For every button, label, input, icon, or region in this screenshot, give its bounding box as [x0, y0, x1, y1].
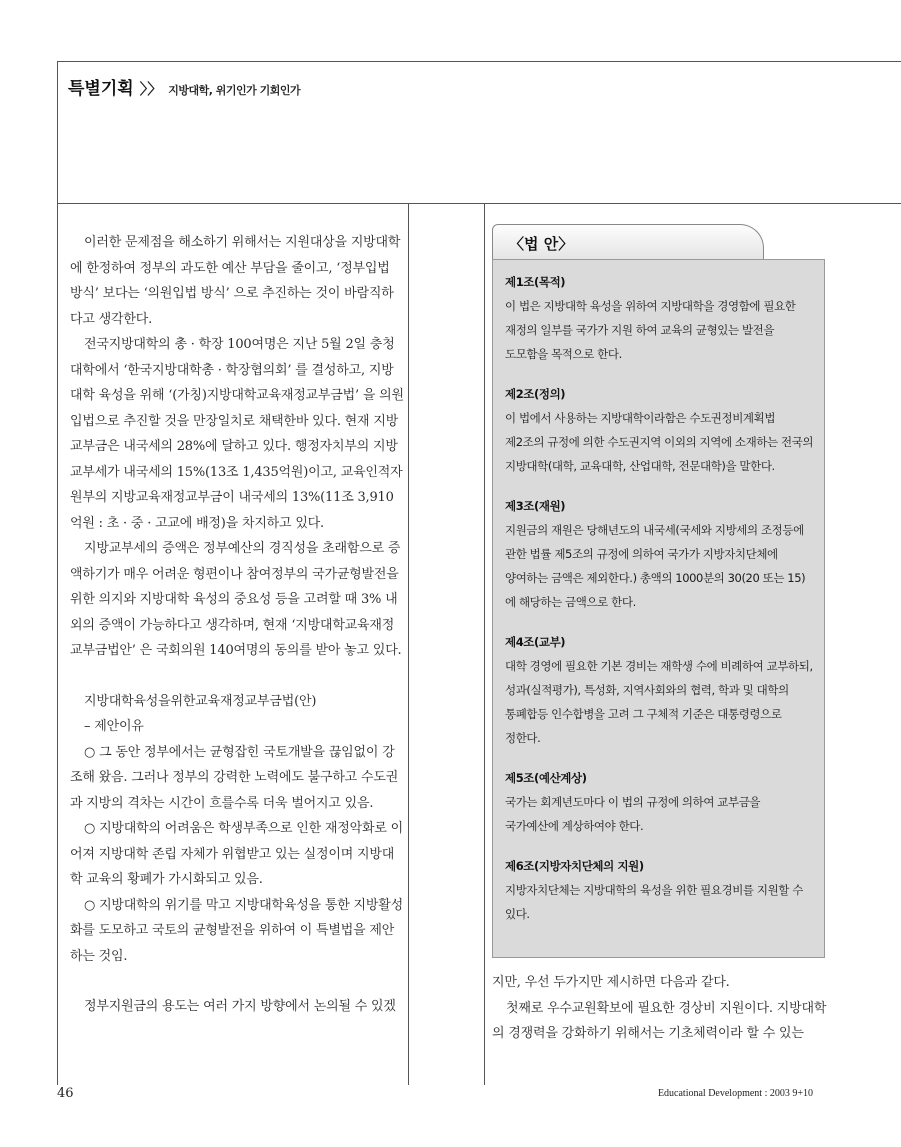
law-article — [505, 498, 814, 614]
article-body: 이 법에서 사용하는 지방대학이라함은 수도권정비계획법 제2조의 규정에 의한 수도권지역 이외의 지역에 소재하는 전국의 지방대학(대학, 교육대학, 산업대학, 전문대학)을 말한다. — [505, 411, 814, 473]
bullet-item: ○ 지방대학의 어려움은 학생부족으로 인한 재정악화로 이어져 지방대학 존립 자체가 위협받고 있는 실정이며 지방대학 교육의 황폐가 가시화되고 있음. — [70, 821, 403, 887]
right-column-text — [492, 970, 828, 1047]
page-left-rule — [57, 203, 58, 1085]
top-rule — [57, 61, 901, 62]
article-heading: 제2조(정의) — [505, 387, 566, 401]
page-number: 46 — [57, 1086, 74, 1101]
bullet-item: ○ 지방대학의 위기를 막고 지방대학육성을 통한 지방활성화를 도모하고 국토의 균형발전을 위하여 이 특별법을 제안하는 것임. — [70, 897, 403, 964]
paragraph: 첫째로 우수교원확보에 필요한 경상비 지원이다. 지방대학의 경쟁력을 강화하기 위해서는 기초체력이라 할 수 있는 — [492, 1000, 827, 1041]
bill-reason: – 제안이유 — [84, 719, 144, 734]
article-heading: 제5조(예산계상) — [505, 771, 587, 785]
column-divider-right — [484, 203, 485, 1085]
paragraph: 전국지방대학의 총 · 학장 100여명은 지난 5월 2일 충청대학에서 ‘한국지방대학총 · 학장협의회’ 를 결성하고, 지방대학 육성을 위해 ‘(가칭)지방대학교육재정교부금법’ 을 의원입법으로 추진할 것을 만장일치로 채택한바 있다. 현재 지방교부금은 내국세의 28%에 달하고 있다. 행정자치부의 지방교부세가 내국세의 15%(13조 1,435억원)이고, 교육인적자원부의 지방교육재정교부금이 내국세의 13%(11조 3,910억원 : 초 · 중 · 고교에 배정)을 차지하고 있다. — [70, 337, 404, 531]
law-article — [505, 770, 814, 838]
bill-title: 지방대학육성을위한교육재정교부금법(안) — [84, 693, 317, 709]
article-heading: 제6조(지방자치단체의 지원) — [505, 859, 644, 873]
article-heading: 제1조(목적) — [505, 275, 566, 289]
law-tab — [492, 224, 764, 260]
paragraph: 지방교부세의 증액은 정부예산의 경직성을 초래함으로 증액하기가 매우 어려운 형편이나 참여정부의 국가균형발전을 위한 의지와 지방대학 육성의 중요성 등을 고려할 때 3% 내외의 증액이 가능하다고 생각하며, 현재 ‘지방대학교육재정교부금법안’ 은 국회의원 140여명의 동의를 받아 놓고 있다. — [70, 541, 402, 658]
law-box — [492, 259, 825, 958]
journal-footer: Educational Development : 2003 9+10 — [657, 1088, 813, 1099]
article-heading: 제3조(재원) — [505, 499, 566, 513]
law-article — [505, 274, 814, 366]
section-header — [68, 74, 300, 99]
law-article — [505, 634, 814, 750]
article-heading: 제4조(교부) — [505, 635, 566, 649]
paragraph: 정부지원금의 용도는 여러 가지 방향에서 논의될 수 있겠 — [84, 999, 396, 1014]
law-article — [505, 858, 814, 926]
law-article — [505, 386, 814, 478]
column-divider-left — [408, 203, 409, 1085]
paragraph: 지만, 우선 두가지만 제시하면 다음과 같다. — [492, 975, 730, 990]
left-column — [70, 230, 404, 1020]
chevron-right-icon: 〉〉 — [139, 80, 163, 98]
bullet-item: ○ 그 동안 정부에서는 균형잡힌 국토개발을 끊임없이 강조해 왔음. 그러나 정부의 강력한 노력에도 불구하고 수도권과 지방의 격차는 시간이 흐를수록 더욱 벌어지고 있음. — [70, 744, 399, 811]
header-left-rule — [57, 61, 58, 203]
article-body: 이 법은 지방대학 육성을 위하여 지방대학을 경영함에 필요한 재정의 일부를 국가가 지원 하여 교육의 균형있는 발전을 도모함을 목적으로 한다. — [505, 299, 796, 361]
article-body: 국가는 회계년도마다 이 법의 규정에 의하여 교부금을 국가예산에 계상하여야 한다. — [505, 795, 761, 833]
article-body: 지방자치단체는 지방대학의 육성을 위한 필요경비를 지원할 수 있다. — [505, 883, 803, 921]
header-divider — [57, 203, 901, 204]
article-body: 대학 경영에 필요한 기본 경비는 재학생 수에 비례하여 교부하되, 성과(실적평가), 특성화, 지역사회와의 협력, 학과 및 대학의 통폐합등 인수합병을 고려 그 구체적 기준은 대통령령으로 정한다. — [505, 659, 813, 745]
paragraph: 이러한 문제점을 해소하기 위해서는 지원대상을 지방대학에 한정하여 정부의 과도한 예산 부담을 줄이고, ‘정부입법 방식’ 보다는 ‘의원입법 방식’ 으로 추진하는 것이 바람직하다고 생각한다. — [70, 235, 401, 327]
section-subtitle: 지방대학, 위기인가 기회인가 — [168, 84, 301, 97]
law-tab-title: 〈법 안〉 — [509, 235, 574, 253]
article-body: 지원금의 재원은 당해년도의 내국세(국세와 지방세의 조정등에 관한 법률 제5조의 규정에 의하여 국가가 지방자치단체에 양여하는 금액은 제외한다.) 총액의 1000분의 30(20 또는 15)에 해당하는 금액으로 한다. — [505, 523, 806, 609]
section-kicker: 특별기획 — [68, 79, 134, 99]
